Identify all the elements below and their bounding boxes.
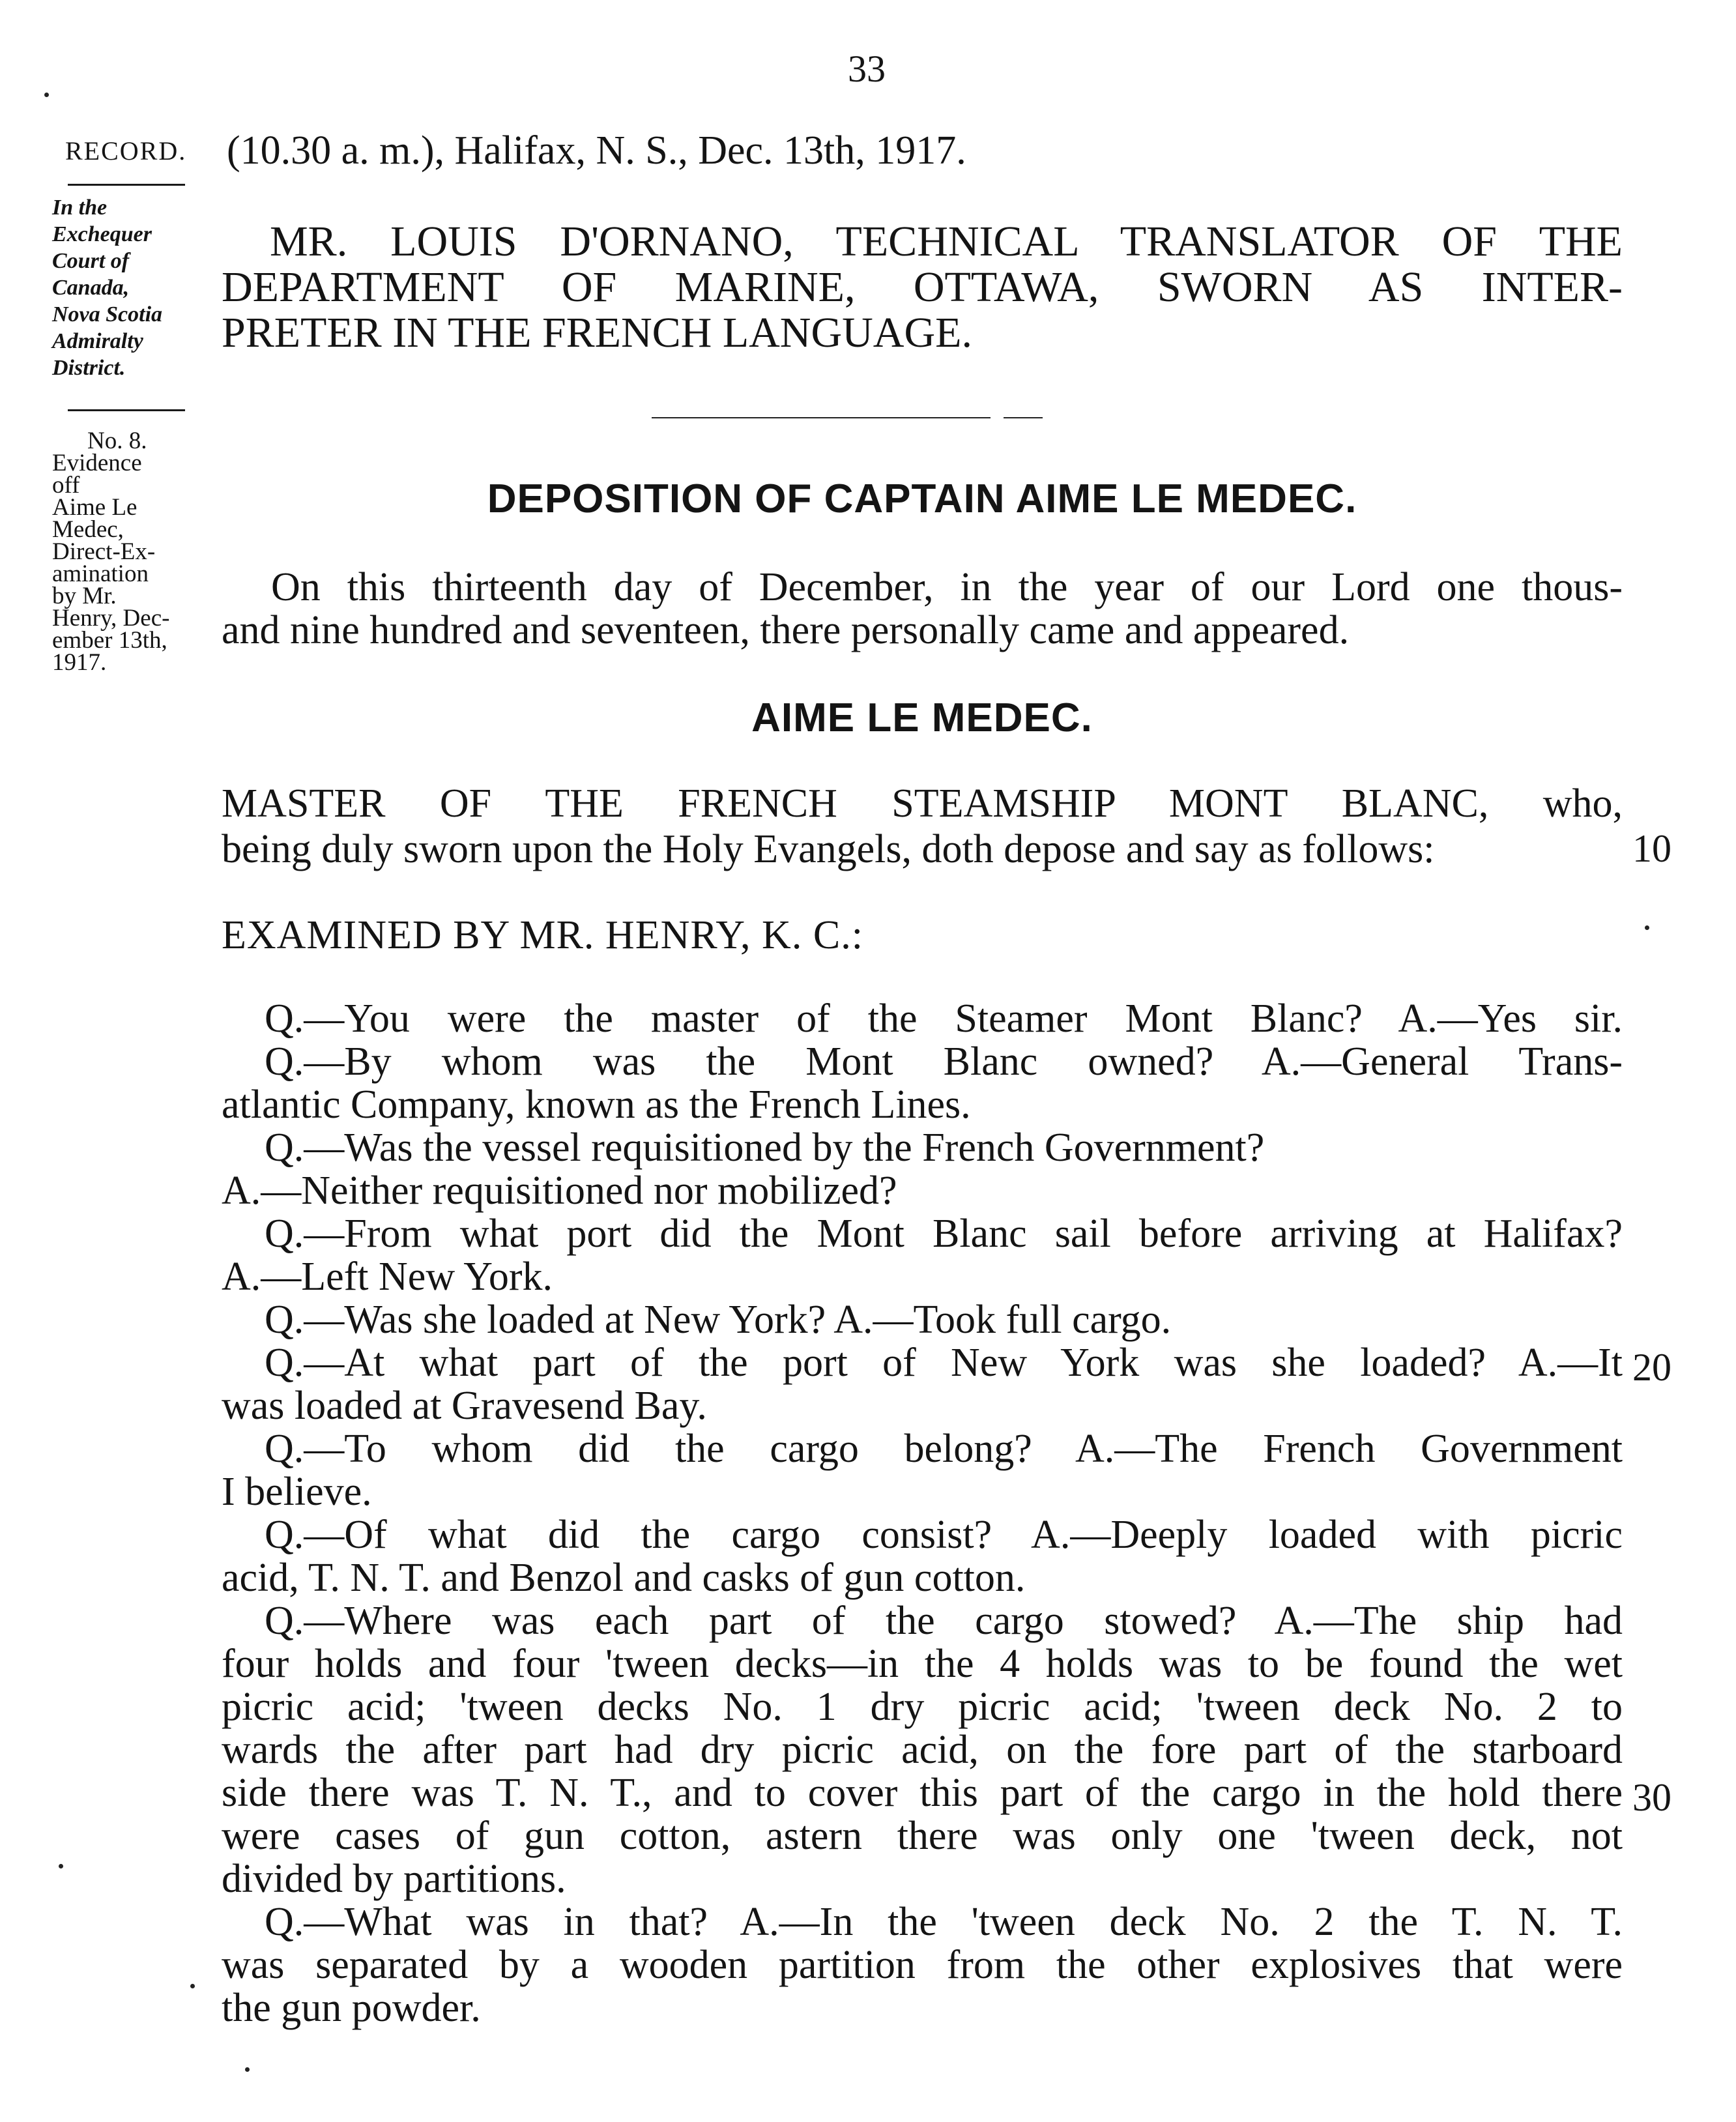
margin-evidence-note (52, 430, 235, 674)
qa-line: Q.—By whom was the Mont Blanc owned? A.—General Trans- (265, 1039, 1623, 1084)
qa-line: wards the after part had dry picric acid, on the fore part of the starboard (222, 1728, 1623, 1772)
margin-evidence-line: by Mr. (52, 583, 117, 609)
line-number: 10 (1632, 827, 1671, 870)
intro-line: On this thirteenth day of December, in the year of our Lord one thous- (271, 565, 1623, 609)
qa-item (222, 1298, 1623, 1341)
margin-rule-bottom (68, 409, 185, 411)
qa-line: picric acid; 'tween decks No. 1 dry picric acid; 'tween deck No. 2 to (222, 1685, 1623, 1729)
qa-item (222, 1212, 1623, 1298)
margin-evidence-line: amination (52, 560, 149, 587)
qa-line: Q.—At what part of the port of New York was she loaded? A.—It (265, 1341, 1623, 1385)
margin-evidence-line: 1917. (52, 649, 107, 676)
qa-line: Q.—Was she loaded at New York? A.—Took full cargo. (265, 1298, 1172, 1342)
qa-item (222, 1599, 1623, 1900)
margin-evidence-line: Evidence (52, 450, 142, 476)
qa-item (222, 1513, 1623, 1599)
interpreter-heading-line: PRETER IN THE FRENCH LANGUAGE. (222, 309, 972, 356)
margin-court-line: District. (52, 356, 126, 380)
qa-line: Q.—Where was each part of the cargo stowed? A.—The ship had (265, 1599, 1623, 1643)
intro-line: and nine hundred and seventeen, there personally came and appeared. (222, 608, 1350, 652)
section-divider (652, 417, 991, 418)
qa-line: were cases of gun cotton, astern there was only one 'tween deck, not (222, 1814, 1623, 1858)
margin-court-line: Exchequer (52, 222, 152, 246)
margin-evidence-line: ember 13th, (52, 627, 167, 654)
master-line: being duly sworn upon the Holy Evangels, doth depose and say as follows: (222, 827, 1435, 871)
margin-evidence-line: Direct-Ex- (52, 538, 156, 565)
qa-line: was loaded at Gravesend Bay. (222, 1384, 707, 1428)
section-divider-tail (1004, 417, 1043, 418)
qa-line: I believe. (222, 1470, 372, 1514)
margin-evidence-line: off (52, 472, 80, 499)
qa-line: atlantic Company, known as the French Lines. (222, 1083, 971, 1127)
qa-line: Q.—To whom did the cargo belong? A.—The French Government (265, 1427, 1623, 1471)
margin-court-note (52, 194, 202, 381)
margin-rule-top (68, 184, 185, 186)
margin-evidence-line: Aime Le (52, 494, 137, 521)
margin-court-line: Nova Scotia (52, 302, 163, 327)
qa-line: Q.—You were the master of the Steamer Mont Blanc? A.—Yes sir. (265, 996, 1623, 1041)
record-label: RECORD. (65, 136, 187, 166)
qa-transcript (222, 997, 1623, 2029)
qa-line: Q.—What was in that? A.—In the 'tween deck No. 2 the T. N. T. (265, 1900, 1623, 1944)
qa-line: the gun powder. (222, 1986, 481, 2030)
qa-line: Q.—Of what did the cargo consist? A.—Deeply loaded with picric (265, 1513, 1623, 1557)
qa-line: four holds and four 'tween decks—in the 4 holds was to be found the wet (222, 1642, 1623, 1686)
line-number: 30 (1632, 1776, 1671, 1819)
qa-line: Q.—Was the vessel requisitioned by the French Government? (265, 1126, 1265, 1170)
qa-line: divided by partitions. (222, 1857, 566, 1901)
page-number: 33 (848, 48, 886, 90)
interpreter-heading-line: MR. LOUIS D'ORNANO, TECHNICAL TRANSLATOR OF THE (270, 218, 1623, 265)
qa-line: A.—Left New York. (222, 1255, 553, 1299)
speck-mark (190, 1984, 195, 1988)
line-number: 20 (1632, 1346, 1671, 1389)
qa-item (222, 1341, 1623, 1427)
record-header: (10.30 a. m.), Halifax, N. S., Dec. 13th, 1917. (227, 128, 966, 173)
speck-mark (1645, 925, 1649, 930)
speck-mark (44, 93, 49, 97)
qa-item (222, 1126, 1623, 1212)
qa-line: side there was T. N. T., and to cover this part of the cargo in the hold there (222, 1771, 1623, 1815)
qa-line: acid, T. N. T. and Benzol and casks of gun cotton. (222, 1556, 1026, 1600)
margin-court-line: Admiralty (52, 329, 143, 353)
qa-line: Q.—From what port did the Mont Blanc sail before arriving at Halifax? (265, 1212, 1623, 1256)
margin-evidence-line: Medec, (52, 516, 124, 543)
master-paragraph (222, 781, 1623, 872)
master-line: MASTER OF THE FRENCH STEAMSHIP MONT BLANC, who, (222, 781, 1623, 826)
speck-mark (245, 2067, 250, 2072)
intro-paragraph (222, 566, 1623, 652)
interpreter-heading-line: DEPARTMENT OF MARINE, OTTAWA, SWORN AS INTER- (222, 263, 1623, 311)
qa-item (222, 997, 1623, 1040)
witness-name: AIME LE MEDEC. (751, 695, 1093, 740)
qa-item (222, 1040, 1623, 1126)
qa-line: was separated by a wooden partition from the other explosives that were (222, 1943, 1623, 1987)
margin-evidence-line: No. 8. (87, 428, 147, 454)
margin-court-line: Court of (52, 249, 130, 273)
qa-item (222, 1900, 1623, 2029)
margin-court-line: Canada, (52, 276, 130, 300)
margin-court-line: In the (52, 196, 108, 220)
margin-evidence-line: Henry, Dec- (52, 605, 170, 632)
speck-mark (59, 1864, 63, 1868)
examined-heading: EXAMINED BY MR. HENRY, K. C.: (222, 913, 863, 957)
deposition-title: DEPOSITION OF CAPTAIN AIME LE MEDEC. (487, 476, 1357, 521)
interpreter-heading (222, 219, 1623, 356)
qa-item (222, 1427, 1623, 1513)
qa-line: A.—Neither requisitioned nor mobilized? (222, 1169, 897, 1213)
